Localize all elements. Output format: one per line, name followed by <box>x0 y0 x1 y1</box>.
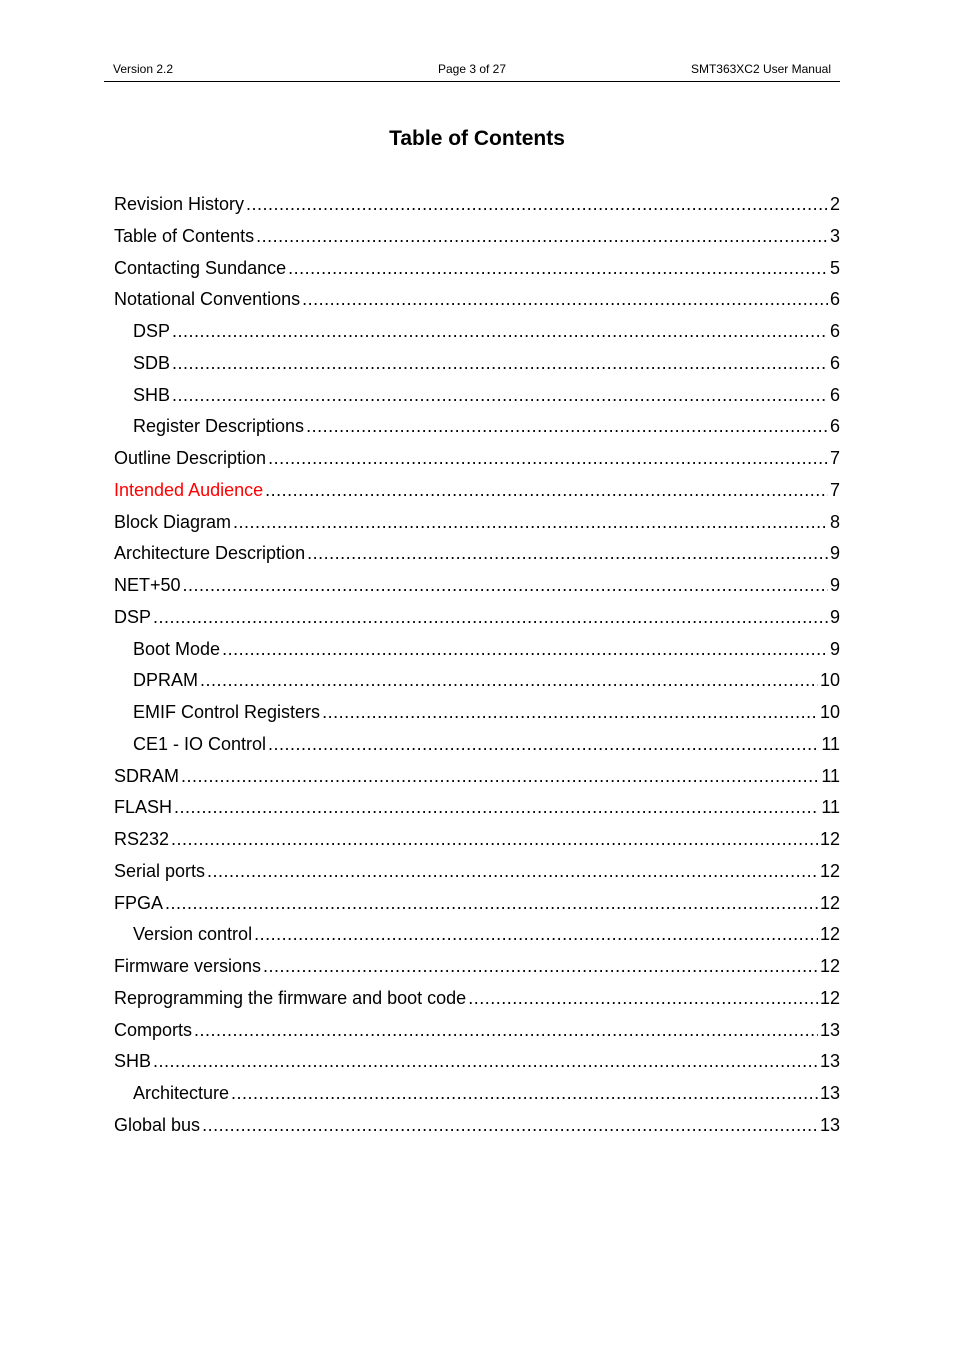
leader-dots <box>288 256 828 280</box>
leader-dots <box>231 1081 818 1105</box>
toc-entry-shb-notation[interactable] <box>114 383 840 415</box>
toc-entry-page: 12 <box>819 987 840 1008</box>
toc-entry-page: 11 <box>821 797 840 818</box>
toc-entry-page: 6 <box>829 289 840 310</box>
page-header <box>104 61 840 82</box>
leader-dots <box>202 1113 818 1137</box>
toc-entry-page: 13 <box>819 1083 840 1103</box>
toc-entry-label: NET+50 <box>114 575 181 595</box>
leader-dots <box>468 986 818 1010</box>
toc-entry-label: Version control <box>133 924 253 945</box>
toc-entry-fpga[interactable] <box>114 891 840 923</box>
toc-entry-label: Global bus <box>114 1114 201 1135</box>
toc-entry-reprogramming-firmware[interactable] <box>114 986 840 1018</box>
toc-entry-page: 12 <box>819 924 840 945</box>
toc-entry-version-control[interactable] <box>114 922 840 954</box>
toc-entry-outline-description[interactable] <box>114 446 840 478</box>
toc-entry-page: 13 <box>819 1019 840 1040</box>
toc-entry-table-of-contents[interactable] <box>114 224 840 256</box>
toc-entry-label: CE1 - IO Control <box>133 733 267 754</box>
leader-dots <box>200 668 818 692</box>
toc-entry-label: Table of Contents <box>114 225 255 246</box>
toc-entry-label: Outline Description <box>114 448 267 468</box>
toc-entry-page: 6 <box>829 384 840 405</box>
leader-dots <box>174 795 819 819</box>
toc-entry-label: DSP <box>114 606 152 627</box>
toc-entry-page: 12 <box>819 860 840 881</box>
leader-dots <box>306 414 828 438</box>
toc-entry-page: 3 <box>829 225 840 246</box>
leader-dots <box>165 891 818 915</box>
toc-entry-firmware-versions[interactable] <box>114 954 840 986</box>
header-version: Version 2.2 <box>113 62 174 76</box>
toc-entry-dsp-notation[interactable] <box>114 319 840 351</box>
toc-entry-notational-conventions[interactable] <box>114 287 840 319</box>
toc-entry-page: 12 <box>819 956 840 976</box>
toc-entry-label: Contacting Sundance <box>114 257 287 278</box>
toc-entry-flash[interactable] <box>114 795 840 827</box>
toc-entry-page: 13 <box>819 1051 840 1072</box>
leader-dots <box>153 605 828 629</box>
leader-dots <box>265 478 828 502</box>
toc-entry-label: FPGA <box>114 892 164 913</box>
toc-entry-intended-audience[interactable] <box>114 478 840 510</box>
toc-entry-label: EMIF Control Registers <box>133 702 321 722</box>
toc-entry-architecture-description[interactable] <box>114 541 840 573</box>
toc-entry-block-diagram[interactable] <box>114 510 840 542</box>
toc-entry-sdram[interactable] <box>114 764 840 796</box>
leader-dots <box>181 764 819 788</box>
toc-entry-label: Architecture Description <box>114 543 306 564</box>
toc-entry-dsp[interactable] <box>114 605 840 637</box>
toc-entry-label: SDB <box>133 352 171 373</box>
toc-entry-label: Architecture <box>133 1083 230 1103</box>
toc-entry-label: DSP <box>133 321 171 341</box>
toc-entry-label: Boot Mode <box>133 638 221 659</box>
toc-entry-page: 9 <box>829 606 840 627</box>
leader-dots <box>171 827 818 851</box>
toc-entry-page: 9 <box>829 575 840 595</box>
leader-dots <box>172 383 828 407</box>
toc-entry-page: 5 <box>829 257 840 278</box>
leader-dots <box>322 700 818 724</box>
leader-dots <box>183 573 828 597</box>
header-manual-title: SMT363XC2 User Manual <box>690 62 831 76</box>
toc-entry-serial-ports[interactable] <box>114 859 840 891</box>
leader-dots <box>256 224 828 248</box>
toc-entry-page: 12 <box>819 892 840 913</box>
toc-entry-global-bus[interactable] <box>114 1113 840 1145</box>
leader-dots <box>268 446 828 470</box>
toc-entry-label: Comports <box>114 1019 193 1040</box>
leader-dots <box>207 859 818 883</box>
toc-entry-label: SHB <box>133 384 171 405</box>
toc-entry-page: 8 <box>829 511 840 532</box>
leader-dots <box>172 319 828 343</box>
toc-entry-page: 7 <box>829 448 840 468</box>
leader-dots <box>222 637 828 661</box>
toc-entry-label: RS232 <box>114 829 170 849</box>
toc-entry-label: DPRAM <box>133 670 199 691</box>
toc-entry-page: 11 <box>821 765 840 786</box>
toc-entry-label: FLASH <box>114 797 173 818</box>
leader-dots <box>172 351 828 375</box>
toc-entry-register-descriptions[interactable] <box>114 414 840 446</box>
toc-entry-contacting-sundance[interactable] <box>114 256 840 288</box>
toc-entry-page: 9 <box>829 638 840 659</box>
toc-entry-architecture[interactable] <box>114 1081 840 1113</box>
toc-entry-label: Block Diagram <box>114 511 232 532</box>
leader-dots <box>246 192 828 216</box>
toc-entry-page: 13 <box>819 1114 840 1135</box>
toc-entry-page: 10 <box>819 670 840 691</box>
leader-dots <box>307 541 828 565</box>
header-page-number: Page 3 of 27 <box>437 62 507 76</box>
page-title: Table of Contents <box>389 127 565 150</box>
toc-entry-label: SDRAM <box>114 765 180 786</box>
toc-entry-revision-history[interactable] <box>114 192 840 224</box>
leader-dots <box>153 1049 818 1073</box>
toc-entry-label: SHB <box>114 1051 152 1072</box>
leader-dots <box>233 510 828 534</box>
toc-entry-dpram[interactable] <box>114 668 840 700</box>
toc-entry-page: 6 <box>829 352 840 373</box>
toc-entry-page: 6 <box>829 416 840 437</box>
toc-entry-boot-mode[interactable] <box>114 637 840 669</box>
toc-entry-net-50[interactable] <box>114 573 840 605</box>
toc-entry-page: 9 <box>829 543 840 564</box>
toc-entry-label: Intended Audience <box>114 479 264 500</box>
toc-entry-shb[interactable] <box>114 1049 840 1081</box>
toc-entry-label: Firmware versions <box>114 956 262 976</box>
toc-entry-emif-control-registers[interactable] <box>114 700 840 732</box>
toc-entry-page: 12 <box>819 829 840 849</box>
table-of-contents <box>114 192 840 1145</box>
toc-entry-page: 11 <box>821 733 840 754</box>
toc-entry-page: 10 <box>819 702 840 722</box>
leader-dots <box>194 1018 818 1042</box>
toc-entry-comports[interactable] <box>114 1018 840 1050</box>
toc-entry-label: Notational Conventions <box>114 289 301 310</box>
leader-dots <box>263 954 818 978</box>
leader-dots <box>268 732 819 756</box>
toc-entry-sdb[interactable] <box>114 351 840 383</box>
toc-entry-rs232[interactable] <box>114 827 840 859</box>
toc-entry-page: 2 <box>829 194 840 214</box>
leader-dots <box>254 922 818 946</box>
toc-entry-label: Revision History <box>114 194 245 214</box>
toc-entry-label: Reprogramming the firmware and boot code <box>114 987 467 1008</box>
toc-entry-page: 6 <box>829 321 840 341</box>
leader-dots <box>302 287 828 311</box>
toc-entry-label: Serial ports <box>114 860 206 881</box>
toc-entry-ce1-io-control[interactable] <box>114 732 840 764</box>
toc-entry-label: Register Descriptions <box>133 416 305 437</box>
toc-entry-page: 7 <box>829 479 840 500</box>
